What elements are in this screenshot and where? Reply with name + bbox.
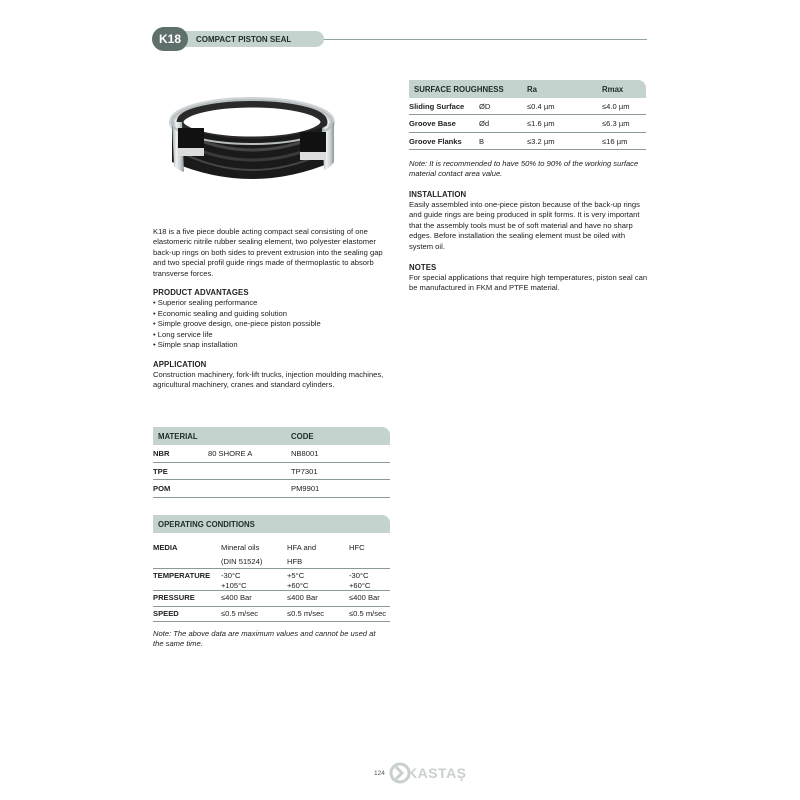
operating-value: +5°C [287,571,305,580]
notes-text: For special applications that require high temperatures, piston seal can be manufactured in FKM and PTFE material. [409,273,648,293]
kastas-logo [389,762,469,784]
operating-label: PRESSURE [153,593,195,602]
intro-paragraph: K18 is a five piece double acting compact seal consisting of one elastomeric nitrile rubber sealing element, two polyester elastomer back-up rings on both sides to prevent extrusion into the sealing gap and two special profil guide rings made of thermoplastic to absorb transverse forces. [153,227,383,278]
code-col-header: CODE [291,432,314,441]
logo-text: KASTAŞ [407,765,467,781]
roughness-ra: ≤3.2 µm [527,136,555,146]
roughness-ra: ≤0.4 µm [527,102,555,111]
operating-heading: OPERATING CONDITIONS [158,520,255,529]
material-code: PM9901 [291,484,320,493]
advantage-item: • Economic sealing and guiding solution [153,308,287,318]
roughness-ra: ≤1.6 µm [527,119,555,128]
operating-row-media [153,533,390,569]
material-row [153,463,390,481]
material-name: NBR [153,449,170,458]
roughness-rmax: ≤6.3 µm [602,119,630,128]
roughness-table-header [409,80,646,98]
material-table-header [153,427,390,445]
roughness-row [409,98,646,115]
operating-label: TEMPERATURE [153,571,211,580]
operating-value: Mineral oils [221,543,260,552]
material-code: TP7301 [291,466,318,476]
operating-table-header [153,515,390,533]
roughness-symbol: Ød [479,119,490,128]
operating-value: HFB [287,557,303,566]
operating-value: ≤0.5 m/sec [287,609,325,618]
advantage-item: • Long service life [153,329,213,339]
operating-value: -30°C [221,571,241,580]
roughness-name: Groove Flanks [409,136,462,146]
roughness-name: Sliding Surface [409,102,465,111]
operating-note: Note: The above data are maximum values and cannot be used at the same time. [153,629,376,649]
roughness-row [409,115,646,133]
roughness-symbol: B [479,136,485,146]
operating-value: ≤0.5 m/sec [349,609,387,618]
operating-value: HFA and [287,543,317,552]
roughness-name: Groove Base [409,119,456,128]
header-title-bar [176,31,324,47]
material-col-header: MATERIAL [158,432,198,441]
operating-value: -30°C [349,571,369,580]
operating-value: +60°C [287,581,309,590]
material-name: TPE [153,466,168,476]
application-text: Construction machinery, fork-lift trucks, injection moulding machines, agricultural machinery, cranes and standard cylinders. [153,370,384,390]
operating-value: ≤0.5 m/sec [221,609,259,618]
advantages-heading: PRODUCT ADVANTAGES [153,288,249,297]
material-spec: 80 SHORE A [208,449,253,458]
page-number: 124 [374,770,385,777]
material-row [153,480,390,498]
installation-text: Easily assembled into one-piece piston because of the back-up rings and guide rings are being produced in split forms. It is very important that the assembly tools must be of soft material and have no sharp edges. Before installation the sealing element must be oiled with system oil. [409,200,640,251]
operating-value: ≤400 Bar [221,593,252,602]
operating-value: +105°C [221,581,247,590]
rmax-col-header: Rmax [602,85,624,94]
operating-value: HFC [349,543,365,552]
header-code-badge: K18 [152,27,188,51]
roughness-col-header: SURFACE ROUGHNESS [414,85,504,94]
header-rule [324,39,647,40]
advantage-item: • Simple snap installation [153,340,238,349]
roughness-rmax: ≤16 µm [602,136,628,146]
roughness-symbol: ØD [479,102,491,111]
advantage-item: • Superior sealing performance [153,298,258,307]
roughness-row [409,133,646,151]
roughness-note: Note: It is recommended to have 50% to 90% of the working surface material contact area value. [409,159,639,179]
operating-label: MEDIA [153,543,178,552]
roughness-rmax: ≤4.0 µm [602,102,630,111]
operating-value: +60°C [349,581,371,590]
operating-row-speed [153,607,390,622]
operating-row-pressure [153,591,390,607]
operating-value: (DIN 51524) [221,557,263,566]
header-title: COMPACT PISTON SEAL [196,34,292,44]
advantage-item: • Simple groove design, one-piece piston possible [153,319,321,328]
seal-illustration [160,92,348,198]
operating-value: ≤400 Bar [349,593,380,602]
application-heading: APPLICATION [153,360,207,369]
notes-heading: NOTES [409,263,437,272]
installation-heading: INSTALLATION [409,190,467,199]
operating-value: ≤400 Bar [287,593,318,602]
material-name: POM [153,484,171,493]
material-code: NB8001 [291,449,319,458]
operating-label: SPEED [153,609,179,618]
ra-col-header: Ra [527,85,537,94]
material-row [153,445,390,463]
operating-row-temperature [153,569,390,591]
